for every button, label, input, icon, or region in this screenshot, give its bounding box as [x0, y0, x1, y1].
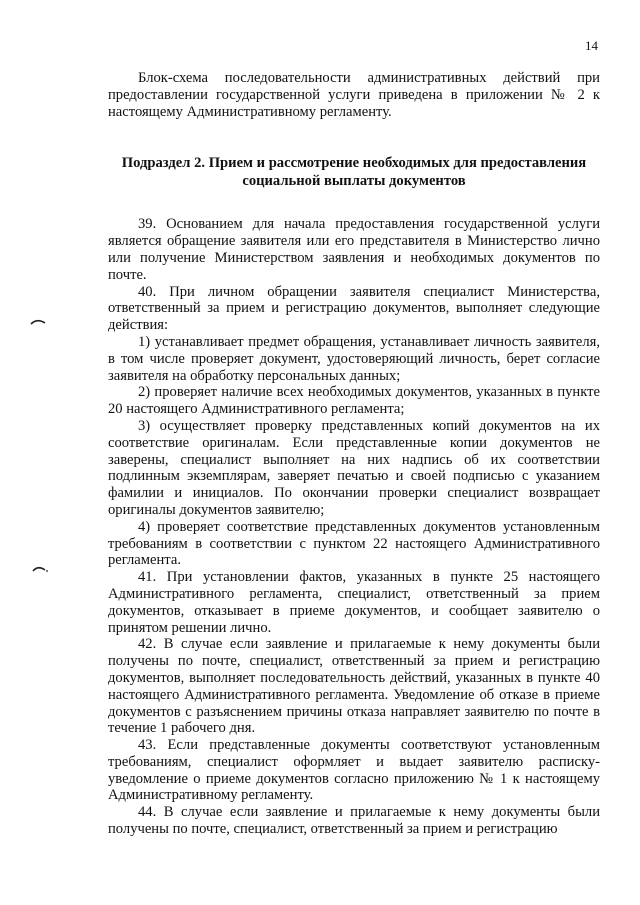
paragraph-44: 44. В случае если заявление и прилагаемые к нему документы были получены по почте, специалист, ответственный за прием и регистрацию: [108, 804, 600, 838]
paragraph-43: 43. Если представленные документы соответствуют установленным требованиям, специалист оформляет и выдает заявителю расписку-уведомление о приеме документов согласно приложению № 1 к настоящему Административному регламенту.: [108, 737, 600, 804]
paragraph-41: 41. При установлении фактов, указанных в пункте 25 настоящего Административного регламента, специалист, ответственный за прием документов, отказывает в приеме документов, и сообщает заявителю о принятом решении лично.: [108, 569, 600, 636]
list-item-4: 4) проверяет соответствие представленных документов установленным требованиям в соответствии с пунктом 22 настоящего Административного регламента.: [108, 518, 600, 569]
section-heading-line: Подраздел 2. Прием и рассмотрение необходимых для предоставления: [121, 155, 587, 172]
paragraph-42: 42. В случае если заявление и прилагаемые к нему документы были получены по почте, специалист, ответственный за прием и регистрацию документов, выполняет последовательность действий, указанных в пункте 40 настоящего Административного регламента. Уведомление об отказе в приеме документов с разъяснением причины отказа направляет заявителю по почте в течение 1 рабочего дня.: [108, 636, 600, 737]
section-heading-line: социальной выплаты документов: [242, 173, 466, 190]
section-heading: [108, 154, 600, 190]
paragraph-40: 40. При личном обращении заявителя специалист Министерства, ответственный за прием и регистрацию документов, выполняет следующие действия:: [108, 283, 600, 334]
margin-mark: [32, 565, 48, 573]
paragraph-39: 39. Основанием для начала предоставления государственной услуги является обращение заявителя или его представителя в Министерство лично или получение Министерством заявления и необходимых документов по почте.: [108, 216, 600, 283]
intro-paragraph: Блок-схема последовательности административных действий при предоставлении государственной услуги приведена в приложении № 2 к настоящему Административному регламенту.: [108, 70, 600, 120]
page-number: 14: [585, 38, 598, 53]
margin-mark: [30, 318, 46, 326]
list-item-3: 3) осуществляет проверку представленных копий документов на их соответствие оригиналам. Если представленные копии документов не заверены, специалист выполняет на них надпись об их соответствии подлинным экземплярам, заверяет печатью и своей подписью с указанием фамилии и инициалов. По окончании проверки специалист возвращает оригиналы документов заявителю;: [108, 417, 600, 518]
list-item-1: 1) устанавливает предмет обращения, устанавливает личность заявителя, в том числе проверяет документ, удостоверяющий личность, берет согласие заявителя на обработку персональных данных;: [108, 333, 600, 384]
list-item-2: 2) проверяет наличие всех необходимых документов, указанных в пункте 20 настоящего Административного регламента;: [108, 384, 600, 418]
document-body: [108, 70, 600, 838]
